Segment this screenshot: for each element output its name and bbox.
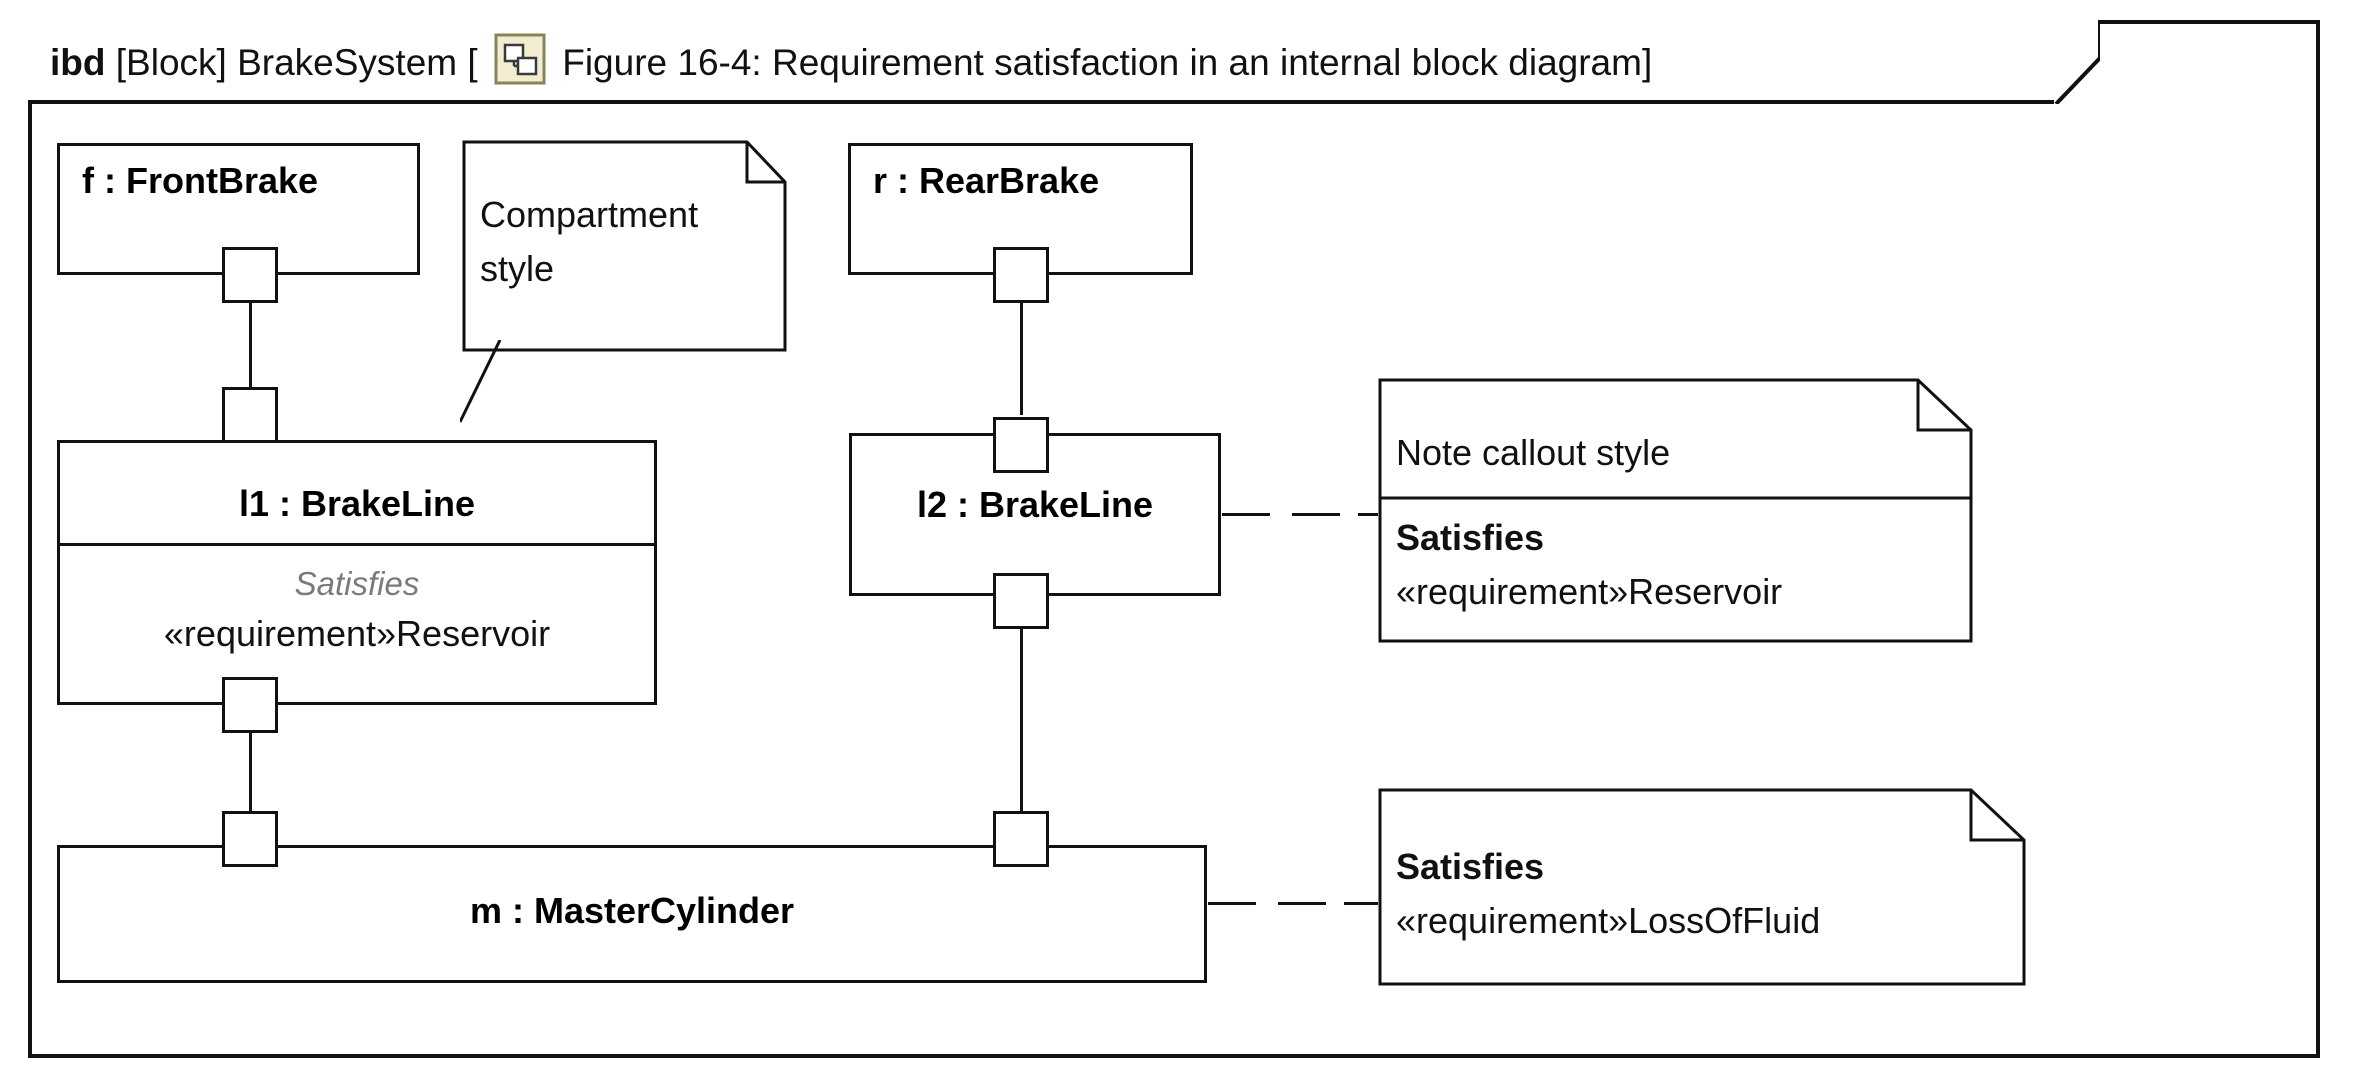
part-brake-line-1[interactable] [57,440,657,705]
port-brakeline1-bottom[interactable] [222,677,278,733]
note-reservoir-satisfies-value: «requirement»Reservoir [1396,571,1783,612]
part-master-cylinder-label: m : MasterCylinder [469,890,795,931]
note-reservoir-header: Note callout style [1396,432,1671,473]
part-brake-line-1-divider [60,543,654,546]
port-brakeline2-top[interactable] [993,417,1049,473]
frame-kind-label: ibd [50,42,106,83]
note-reservoir-content [1378,378,1973,643]
note-anchor-compartment [460,340,600,440]
note-compartment-style[interactable] [462,140,787,352]
part-rear-brake-label: r : RearBrake [873,160,1100,201]
connector-brakeline2-mastercylinder [1020,629,1023,831]
part-front-brake-label: f : FrontBrake [82,160,319,201]
port-front-brake-bottom[interactable] [222,247,278,303]
part-brake-line-2-label: l2 : BrakeLine [916,484,1154,525]
callout-line-mastercylinder-a [1208,902,1256,905]
note-compartment-style-line2: style [480,248,555,289]
part-brake-line-1-label: l1 : BrakeLine [238,483,476,524]
note-compartment-style-line1: Compartment [480,194,699,235]
frame-header-text [50,33,1652,89]
note-reservoir-callout[interactable] [1378,378,1973,643]
note-reservoir-satisfies-label: Satisfies [1396,517,1545,558]
port-brakeline2-bottom[interactable] [993,573,1049,629]
ibd-diagram-icon [494,33,546,85]
port-mastercylinder-top[interactable] [993,811,1049,867]
callout-line-brakeline2-b [1292,513,1340,516]
port-brakeline1-top[interactable] [222,387,278,443]
callout-line-mastercylinder-b [1278,902,1326,905]
frame-scope-label: [Block] BrakeSystem [ [115,42,478,83]
note-lossoffluid-callout[interactable] [1378,788,2026,986]
frame-header-notch [2054,20,2100,104]
frame-title-label: Figure 16-4: Requirement satisfaction in an internal block diagram] [562,42,1653,83]
callout-line-mastercylinder-c [1344,902,1378,905]
note-lossoffluid-satisfies-value: «requirement»LossOfFluid [1396,900,1821,941]
note-lossoffluid-content [1378,788,2026,986]
port-rear-brake-bottom[interactable] [993,247,1049,303]
connector-rearbrake-brakeline2 [1020,303,1023,415]
callout-line-brakeline2-c [1358,513,1378,516]
satisfies-compartment-value: «requirement»Reservoir [163,613,551,654]
note-lossoffluid-satisfies-label: Satisfies [1396,846,1545,887]
port-mastercylinder-left-top[interactable] [222,811,278,867]
callout-line-brakeline2-a [1222,513,1270,516]
satisfies-compartment-label: Satisfies [294,565,420,602]
note-compartment-style-content [462,140,787,352]
